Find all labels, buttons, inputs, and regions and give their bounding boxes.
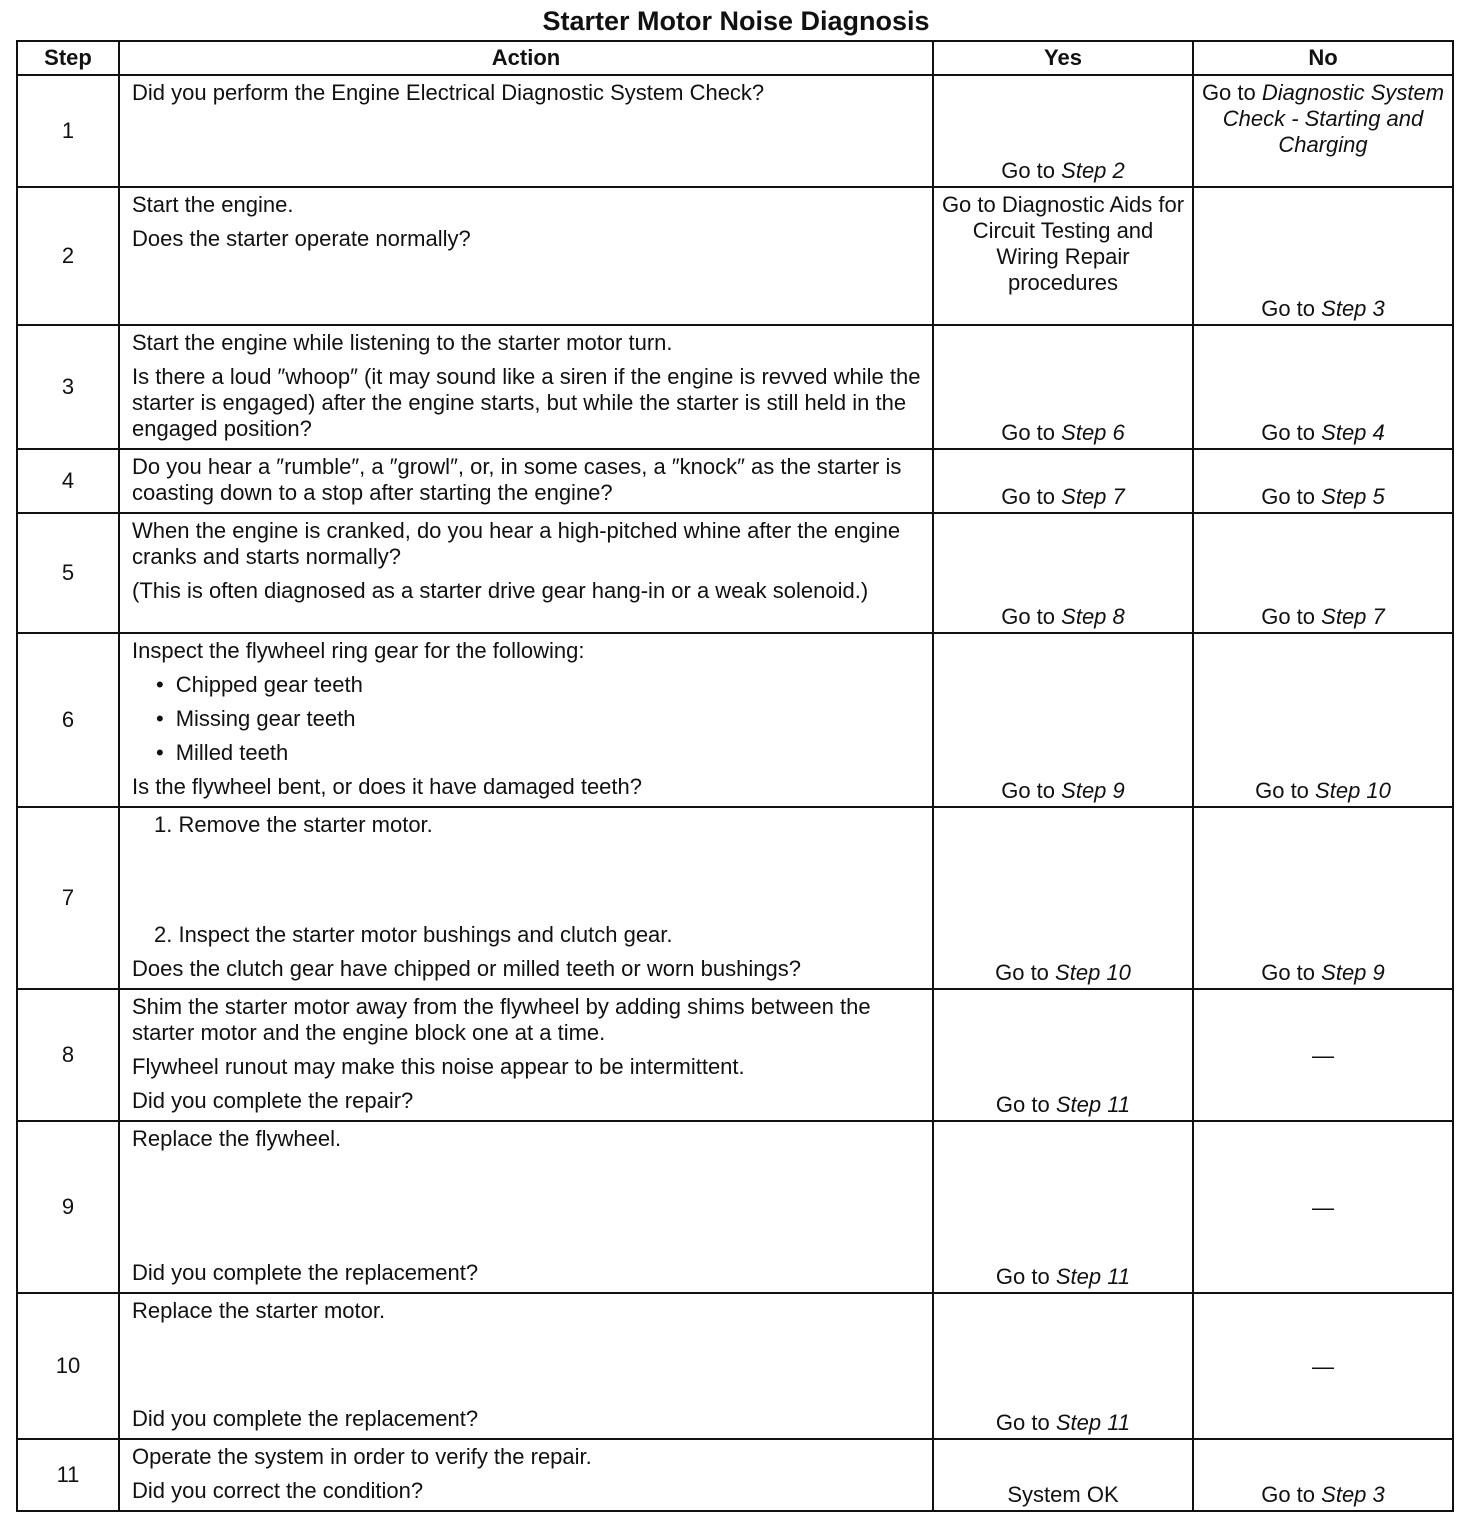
step-link[interactable]: Step 11 xyxy=(1055,1092,1131,1117)
table-row xyxy=(17,75,1453,187)
step-link[interactable]: Step 7 xyxy=(1061,484,1125,509)
action-cell xyxy=(119,187,933,325)
list-item: 2. Inspect the starter motor bushings and clutch gear. xyxy=(154,922,673,947)
not-applicable-dash: — xyxy=(1312,1195,1334,1220)
no-cell xyxy=(1193,633,1453,807)
step-link[interactable]: Step 5 xyxy=(1321,484,1385,509)
step-number: 6 xyxy=(17,633,119,807)
action-cell xyxy=(119,513,933,633)
header-no: No xyxy=(1193,41,1453,75)
action-question: Does the starter operate normally? xyxy=(132,226,471,251)
step-number: 2 xyxy=(17,187,119,325)
action-note: Flywheel runout may make this noise appear to be intermittent. xyxy=(132,1054,745,1079)
table-row xyxy=(17,187,1453,325)
action-cell xyxy=(119,807,933,989)
header-action: Action xyxy=(119,41,933,75)
header-row xyxy=(17,41,1453,75)
action-cell xyxy=(119,633,933,807)
action-text: Replace the starter motor. xyxy=(132,1298,386,1323)
step-link[interactable]: Step 11 xyxy=(1055,1264,1131,1289)
procedure-link[interactable]: Diagnostic System Check - Starting and Charging xyxy=(1222,80,1445,157)
action-question: Did you complete the replacement? xyxy=(132,1406,479,1431)
go-to-label: Go to xyxy=(1255,778,1309,803)
action-question: Do you hear a ″rumble″, a ″growl″, or, in some cases, a ″knock″ as the starter is coasting down to a stop after starting the engine? xyxy=(132,454,902,505)
header-yes: Yes xyxy=(933,41,1193,75)
yes-cell xyxy=(933,989,1193,1121)
go-to-label: Go to xyxy=(1001,778,1056,803)
action-cell xyxy=(119,1293,933,1439)
action-question: Did you complete the repair? xyxy=(132,1088,414,1113)
step-link[interactable]: Step 2 xyxy=(1061,158,1125,183)
go-to-label: Go to xyxy=(1261,960,1316,985)
step-number: 1 xyxy=(17,75,119,187)
step-link[interactable]: Step 3 xyxy=(1321,296,1385,321)
action-text: Operate the system in order to verify the repair. xyxy=(132,1444,592,1469)
action-question: When the engine is cranked, do you hear a high-pitched whine after the engine cranks and starts normally? xyxy=(132,518,901,569)
go-to-label: Go to xyxy=(995,960,1049,985)
no-cell xyxy=(1193,513,1453,633)
yes-cell xyxy=(933,633,1193,807)
step-link[interactable]: Step 10 xyxy=(1055,960,1131,985)
yes-cell xyxy=(933,449,1193,513)
no-cell xyxy=(1193,75,1453,187)
step-number: 9 xyxy=(17,1121,119,1293)
table-row xyxy=(17,807,1453,989)
step-link[interactable]: Step 6 xyxy=(1061,420,1125,445)
step-number: 8 xyxy=(17,989,119,1121)
go-to-label: Go to xyxy=(1261,420,1316,445)
diagnosis-table xyxy=(16,40,1454,1512)
no-cell xyxy=(1193,325,1453,449)
step-link[interactable]: Step 11 xyxy=(1055,1410,1131,1435)
step-link[interactable]: Step 9 xyxy=(1321,960,1385,985)
table-row xyxy=(17,1121,1453,1293)
action-text: Inspect the flywheel ring gear for the following: xyxy=(132,638,585,663)
step-number: 3 xyxy=(17,325,119,449)
table-row xyxy=(17,989,1453,1121)
action-question: Is there a loud ″whoop″ (it may sound like a siren if the engine is revved while the starter is engaged) after the engine starts, but while the starter is still held in the engaged position? xyxy=(132,364,921,441)
action-text: Start the engine. xyxy=(132,192,294,217)
go-to-label: Go to xyxy=(1001,604,1056,629)
go-to-label: Go to xyxy=(1001,484,1056,509)
step-link[interactable]: Step 4 xyxy=(1321,420,1385,445)
header-step: Step xyxy=(17,41,119,75)
list-item: • Missing gear teeth xyxy=(156,706,922,732)
action-question: Is the flywheel bent, or does it have damaged teeth? xyxy=(132,774,642,799)
list-item: 1. Remove the starter motor. xyxy=(154,812,433,837)
no-cell xyxy=(1193,1293,1453,1439)
action-text: Replace the flywheel. xyxy=(132,1126,342,1151)
action-cell xyxy=(119,989,933,1121)
action-question: Did you complete the replacement? xyxy=(132,1260,479,1285)
yes-cell xyxy=(933,75,1193,187)
yes-cell xyxy=(933,1121,1193,1293)
table-row xyxy=(17,449,1453,513)
procedure-list xyxy=(132,922,922,948)
not-applicable-dash: — xyxy=(1312,1354,1334,1379)
go-to-label: Go to xyxy=(995,1264,1050,1289)
step-number: 10 xyxy=(17,1293,119,1439)
result-text: System OK xyxy=(1007,1482,1119,1507)
go-to-label: Go to xyxy=(1001,158,1056,183)
inspection-list xyxy=(132,672,922,766)
yes-cell xyxy=(933,325,1193,449)
step-number: 5 xyxy=(17,513,119,633)
action-note: (This is often diagnosed as a starter drive gear hang-in or a weak solenoid.) xyxy=(132,578,869,603)
step-link[interactable]: Step 10 xyxy=(1315,778,1391,803)
page-title: Starter Motor Noise Diagnosis xyxy=(542,6,930,36)
table-row xyxy=(17,513,1453,633)
action-cell xyxy=(119,325,933,449)
step-link[interactable]: Step 8 xyxy=(1061,604,1125,629)
step-link[interactable]: Step 3 xyxy=(1321,1482,1385,1507)
yes-cell xyxy=(933,807,1193,989)
action-cell xyxy=(119,75,933,187)
action-question: Did you correct the condition? xyxy=(132,1478,424,1503)
no-cell xyxy=(1193,187,1453,325)
step-number: 7 xyxy=(17,807,119,989)
procedure-link[interactable]: Go to Diagnostic Aids for Circuit Testing and Wiring Repair procedures xyxy=(941,192,1185,295)
go-to-label: Go to xyxy=(1261,1482,1316,1507)
table-row xyxy=(17,325,1453,449)
go-to-label: Go to xyxy=(1261,484,1316,509)
step-number: 4 xyxy=(17,449,119,513)
yes-cell xyxy=(933,1293,1193,1439)
go-to-label: Go to xyxy=(995,1410,1050,1435)
step-number: 11 xyxy=(17,1439,119,1511)
go-to-label: Go to xyxy=(995,1092,1050,1117)
yes-cell xyxy=(933,1439,1193,1511)
table-row xyxy=(17,1293,1453,1439)
table-row xyxy=(17,633,1453,807)
not-applicable-dash: — xyxy=(1312,1043,1334,1068)
action-text: Start the engine while listening to the starter motor turn. xyxy=(132,330,673,355)
no-cell xyxy=(1193,807,1453,989)
no-cell xyxy=(1193,449,1453,513)
step-link[interactable]: Step 9 xyxy=(1061,778,1125,803)
no-cell xyxy=(1193,1121,1453,1293)
go-to-label: Go to xyxy=(1261,296,1316,321)
table-row xyxy=(17,1439,1453,1511)
action-text: Shim the starter motor away from the flywheel by adding shims between the starter motor and the engine block one at a time. xyxy=(132,994,871,1045)
yes-cell xyxy=(933,187,1193,325)
go-to-label: Go to xyxy=(1201,80,1256,105)
procedure-list xyxy=(132,812,922,838)
action-question: Does the clutch gear have chipped or milled teeth or worn bushings? xyxy=(132,956,801,981)
list-item: • Chipped gear teeth xyxy=(156,672,922,698)
no-cell xyxy=(1193,1439,1453,1511)
step-link[interactable]: Step 7 xyxy=(1321,604,1385,629)
list-item: • Milled teeth xyxy=(156,740,922,766)
go-to-label: Go to xyxy=(1001,420,1056,445)
action-cell xyxy=(119,1439,933,1511)
go-to-label: Go to xyxy=(1261,604,1316,629)
yes-cell xyxy=(933,513,1193,633)
no-cell xyxy=(1193,989,1453,1121)
action-text: Did you perform the Engine Electrical Diagnostic System Check? xyxy=(132,80,765,105)
action-cell xyxy=(119,1121,933,1293)
action-cell xyxy=(119,449,933,513)
